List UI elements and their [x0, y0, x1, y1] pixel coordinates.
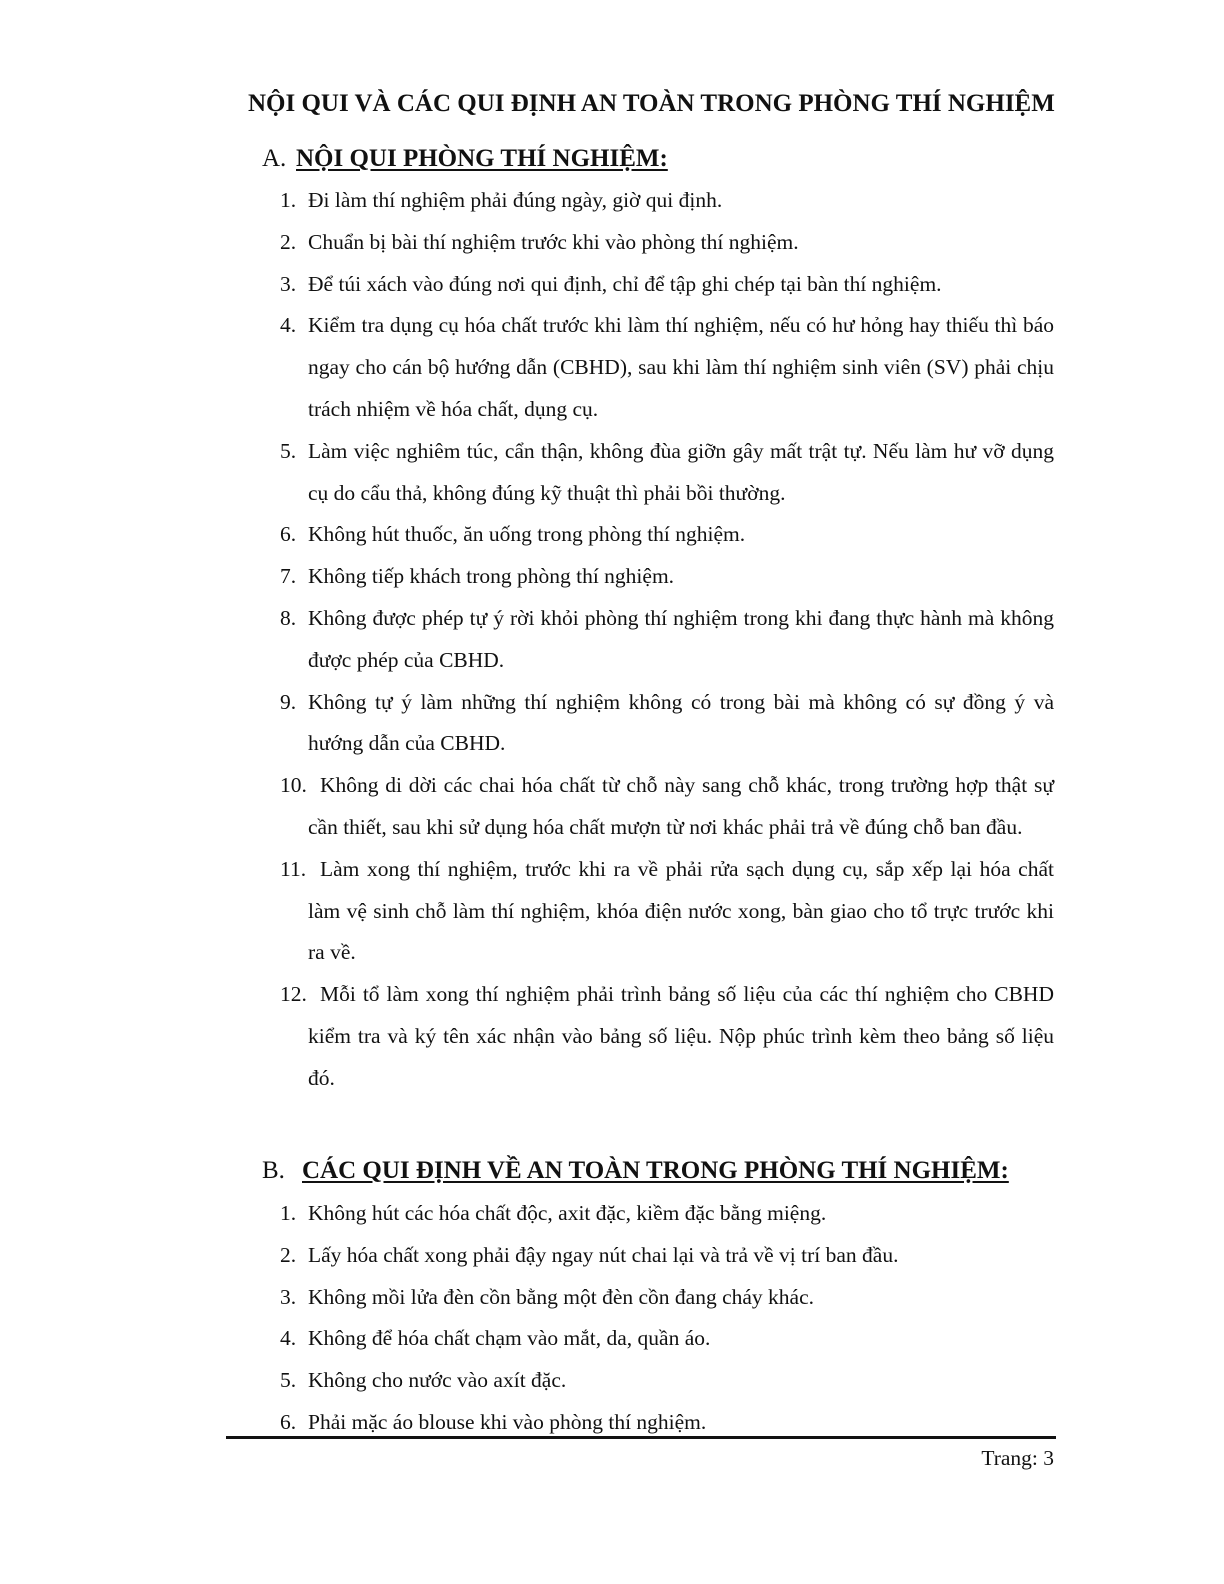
item-number: 12. [280, 982, 307, 1007]
list-item [280, 849, 1054, 974]
item-text: Làm xong thí nghiệm, trước khi ra về phải rửa sạch dụng cụ, sắp xếp lại hóa chất làm vệ sinh chỗ làm thí nghiệm, khóa điện nước xong, bàn giao cho tổ trực trước khi ra về. [308, 856, 1054, 965]
list-item [280, 514, 1054, 556]
item-number: 6. [280, 1409, 297, 1434]
item-text: Mỗi tổ làm xong thí nghiệm phải trình bảng số liệu của các thí nghiệm cho CBHD kiểm tra và ký tên xác nhận vào bảng số liệu. Nộp phúc trình kèm theo bảng số liệu đó. [308, 982, 1054, 1090]
item-text: Không di dời các chai hóa chất từ chỗ này sang chỗ khác, trong trường hợp thật sự cần thiết, sau khi sử dụng hóa chất mượn từ nơi khác phải trả về đúng chỗ ban đầu. [308, 773, 1054, 839]
item-number: 9. [280, 689, 297, 714]
item-text: Đi làm thí nghiệm phải đúng ngày, giờ qui định. [308, 188, 723, 212]
item-text: Chuẩn bị bài thí nghiệm trước khi vào phòng thí nghiệm. [308, 229, 799, 254]
item-number: 10. [280, 773, 307, 798]
item-number: 1. [280, 1201, 297, 1225]
item-number: 4. [280, 313, 297, 338]
list-item [280, 1277, 1054, 1319]
item-number: 5. [280, 438, 297, 463]
list-item [280, 264, 1054, 306]
section-a-list [280, 180, 1054, 1100]
page-number: Trang: 3 [981, 1446, 1054, 1470]
list-item [280, 598, 1054, 682]
list-item [280, 1318, 1054, 1360]
item-text: Không tiếp khách trong phòng thí nghiệm. [308, 564, 675, 589]
item-text: Không tự ý làm những thí nghiệm không có trong bài mà không có sự đồng ý và hướng dẫn của CBHD. [308, 689, 1054, 756]
list-item [280, 765, 1054, 849]
item-number: 1. [280, 188, 297, 212]
list-item [280, 222, 1054, 264]
list-item [280, 1193, 1054, 1235]
section-a-letter: A. [262, 145, 287, 172]
section-b-title: CÁC QUI ĐỊNH VỀ AN TOÀN TRONG PHÒNG THÍ NGHIỆM: [302, 1157, 1009, 1184]
item-number: 6. [280, 522, 297, 547]
list-item [280, 1235, 1054, 1277]
list-item [280, 305, 1054, 430]
list-item [280, 431, 1054, 515]
item-text: Không được phép tự ý rời khỏi phòng thí nghiệm trong khi đang thực hành mà không được phép của CBHD. [308, 605, 1054, 672]
item-number: 4. [280, 1326, 297, 1351]
item-text: Phải mặc áo blouse khi vào phòng thí nghiệm. [308, 1409, 707, 1434]
item-number: 2. [280, 1242, 297, 1267]
section-b-letter: B. [262, 1157, 285, 1184]
item-number: 3. [280, 1284, 297, 1309]
list-item [280, 682, 1054, 766]
item-number: 3. [280, 271, 297, 296]
list-item [280, 1360, 1054, 1402]
item-number: 7. [280, 564, 297, 589]
item-number: 11. [280, 856, 307, 881]
item-text: Làm việc nghiêm túc, cẩn thận, không đùa giỡn gây mất trật tự. Nếu làm hư vỡ dụng cụ do cẩu thả, không đúng kỹ thuật thì phải bồi thường. [308, 438, 1054, 505]
section-b-list [280, 1193, 1054, 1444]
footer-divider [226, 1436, 1056, 1439]
section-a-heading [262, 145, 668, 173]
item-text: Không mồi lửa đèn cồn bằng một đèn cồn đang cháy khác. [308, 1284, 815, 1309]
item-text: Lấy hóa chất xong phải đậy ngay nút chai lại và trả về vị trí ban đầu. [308, 1242, 899, 1267]
item-number: 2. [280, 229, 297, 254]
item-number: 8. [280, 605, 297, 630]
document-title: NỘI QUI VÀ CÁC QUI ĐỊNH AN TOÀN TRONG PHÒNG THÍ NGHIỆM [248, 90, 1055, 117]
list-item [280, 974, 1054, 1099]
list-item [280, 556, 1054, 598]
item-text: Không cho nước vào axít đặc. [308, 1368, 567, 1393]
item-text: Không hút các hóa chất độc, axit đặc, kiềm đặc bằng miệng. [308, 1201, 827, 1225]
item-number: 5. [280, 1368, 297, 1393]
item-text: Để túi xách vào đúng nơi qui định, chỉ để tập ghi chép tại bàn thí nghiệm. [308, 271, 942, 296]
item-text: Kiểm tra dụng cụ hóa chất trước khi làm thí nghiệm, nếu có hư hỏng hay thiếu thì báo ngay cho cán bộ hướng dẫn (CBHD), sau khi làm thí nghiệm sinh viên (SV) phải chịu trách nhiệm về hóa chất, dụng cụ. [308, 313, 1054, 421]
item-text: Không để hóa chất chạm vào mắt, da, quần áo. [308, 1326, 711, 1351]
list-item [280, 180, 1054, 222]
section-a-title: NỘI QUI PHÒNG THÍ NGHIỆM: [296, 145, 668, 172]
section-b-heading [262, 1157, 1009, 1185]
item-text: Không hút thuốc, ăn uống trong phòng thí nghiệm. [308, 522, 746, 547]
